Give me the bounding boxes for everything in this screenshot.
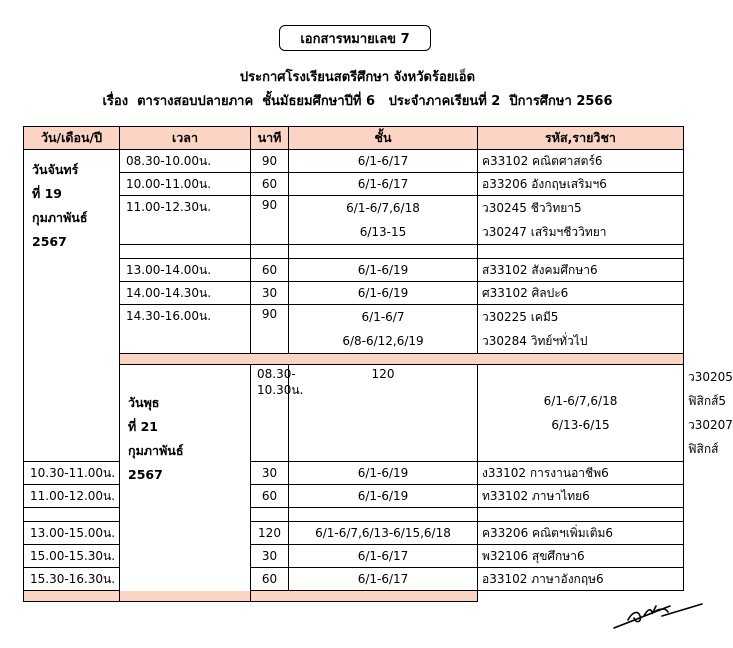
exam-schedule-table [23, 126, 733, 602]
subject-cell: ส33102 สังคมศึกษา6 [478, 259, 684, 282]
minutes-cell: 90 [251, 150, 289, 173]
class-cell: 6/1-6/19 [289, 485, 478, 508]
time-cell: 13.00-14.00น. [120, 259, 251, 282]
table-row [24, 282, 684, 305]
day-separator [24, 591, 684, 602]
day2-year: 2567 [128, 467, 163, 482]
subject-cell: ค33102 คณิตศาสตร์6 [478, 150, 684, 173]
day1-year: 2567 [32, 234, 67, 249]
class-cell [289, 305, 478, 354]
day2-date-cell [120, 365, 251, 602]
table-row [24, 259, 684, 282]
header-class: ชั้น [289, 127, 478, 150]
table-row [24, 305, 684, 354]
table-row [24, 150, 684, 173]
class-cell: 6/1-6/19 [289, 259, 478, 282]
class-cell: 6/1-6/17 [289, 150, 478, 173]
minutes-cell: 30 [251, 462, 289, 485]
day1-month: กุมภาพันธ์ [32, 210, 88, 225]
subject-cell [478, 196, 684, 245]
minutes-cell: 60 [251, 173, 289, 196]
class-cell: 6/1-6/19 [289, 462, 478, 485]
document-number-label: เอกสารหมายเลข 7 [279, 25, 431, 51]
class-line-1: 6/1-6/7 [361, 310, 405, 324]
spacer-cell [478, 245, 684, 259]
class-line-2: 6/13-15 [359, 225, 407, 239]
spacer-cell [478, 508, 684, 522]
minutes-cell: 120 [251, 522, 289, 545]
time-cell: 10.30-11.00น. [24, 462, 120, 485]
table-row [24, 196, 684, 245]
class-cell [478, 365, 684, 462]
spacer-cell [289, 245, 478, 259]
class-line-1: 6/1-6/7,6/18 [543, 394, 618, 408]
day1-weekday: วันจันทร์ [32, 162, 79, 177]
lunch-break-row [24, 245, 684, 259]
day2-weekday: วันพุธ [128, 395, 160, 410]
header-time: เวลา [120, 127, 251, 150]
separator-cell [24, 591, 478, 602]
separator-cell [120, 354, 684, 365]
signature-mark [608, 598, 708, 632]
class-cell: 6/1-6/17 [289, 173, 478, 196]
time-cell: 15.00-15.30น. [24, 545, 120, 568]
header-date: วัน/เดือน/ปี [24, 127, 120, 150]
header-subject: รหัส,รายวิชา [478, 127, 684, 150]
class-line-2: 6/8-6/12,6/19 [342, 334, 424, 348]
spacer-cell [24, 508, 120, 522]
announcement-title: ประกาศโรงเรียนสตรีศึกษา จังหวัดร้อยเอ็ด [239, 70, 476, 85]
minutes-cell: 90 [251, 305, 289, 354]
time-cell: 14.30-16.00น. [120, 305, 251, 354]
subject-cell [478, 305, 684, 354]
subject-cell: ท33102 ภาษาไทย6 [478, 485, 684, 508]
spacer-cell [289, 508, 478, 522]
time-cell: 08.30-10.30น. [251, 365, 289, 462]
spacer-cell [251, 245, 289, 259]
day1-day: ที่ 19 [32, 186, 62, 201]
time-cell: 11.00-12.30น. [120, 196, 251, 245]
table-header-row [24, 127, 684, 150]
subject-cell: ค33206 คณิตฯเพิ่มเติม6 [478, 522, 684, 545]
subject-cell: อ33102 ภาษาอังกฤษ6 [478, 568, 684, 591]
minutes-cell: 120 [289, 365, 478, 462]
day1-date-cell [24, 150, 120, 462]
minutes-cell: 30 [251, 545, 289, 568]
time-cell: 15.30-16.30น. [24, 568, 120, 591]
subject-cell: ศ33102 ศิลปะ6 [478, 282, 684, 305]
table-row: วันพุธ ที่ 21 กุมภาพันธ์ 2567 08.30-10.30น. 120 6/1-6/7,6/18 6/13-6/15 ว30205 ฟิสิกส์5 ว30207 ฟิสิกส์ [24, 365, 684, 462]
spacer-cell [251, 508, 289, 522]
class-line-2: 6/13-6/15 [551, 418, 610, 432]
time-cell: 14.00-14.30น. [120, 282, 251, 305]
day2-day: ที่ 21 [128, 419, 158, 434]
subject-cell: อ33206 อังกฤษเสริมฯ6 [478, 173, 684, 196]
subject-line-2: ว30284 วิทย์ฯทั่วไป [482, 334, 588, 348]
spacer-cell [120, 245, 251, 259]
class-line-1: 6/1-6/7,6/18 [346, 201, 420, 215]
time-cell: 08.30-10.00น. [120, 150, 251, 173]
minutes-cell: 60 [251, 259, 289, 282]
class-cell: 6/1-6/19 [289, 282, 478, 305]
subject-cell: ง33102 การงานอาชีพ6 [478, 462, 684, 485]
time-cell: 13.00-15.00น. [24, 522, 120, 545]
minutes-cell: 60 [251, 485, 289, 508]
subject-cell: พ32106 สุขศึกษา6 [478, 545, 684, 568]
day-separator [24, 354, 684, 365]
subject-line-1: ว30225 เคมี5 [482, 310, 559, 324]
time-cell: 11.00-12.00น. [24, 485, 120, 508]
table-row [24, 173, 684, 196]
minutes-cell: 90 [251, 196, 289, 245]
header-minutes: นาที [251, 127, 289, 150]
day2-month: กุมภาพันธ์ [128, 443, 184, 458]
subject-line-2: ว30247 เสริมฯชีววิทยา [482, 225, 607, 239]
subject-line-1: ว30245 ชีววิทยา5 [482, 201, 582, 215]
time-cell: 10.00-11.00น. [120, 173, 251, 196]
class-cell: 6/1-6/7,6/13-6/15,6/18 [289, 522, 478, 545]
class-cell: 6/1-6/17 [289, 545, 478, 568]
class-cell [289, 196, 478, 245]
class-cell: 6/1-6/17 [289, 568, 478, 591]
minutes-cell: 30 [251, 282, 289, 305]
announcement-subject: เรื่อง ตารางสอบปลายภาค ชั้นมัธยมศึกษาปีที่ 6 ประจำภาคเรียนที่ 2 ปีการศึกษา 2566 [102, 94, 613, 109]
minutes-cell: 60 [251, 568, 289, 591]
